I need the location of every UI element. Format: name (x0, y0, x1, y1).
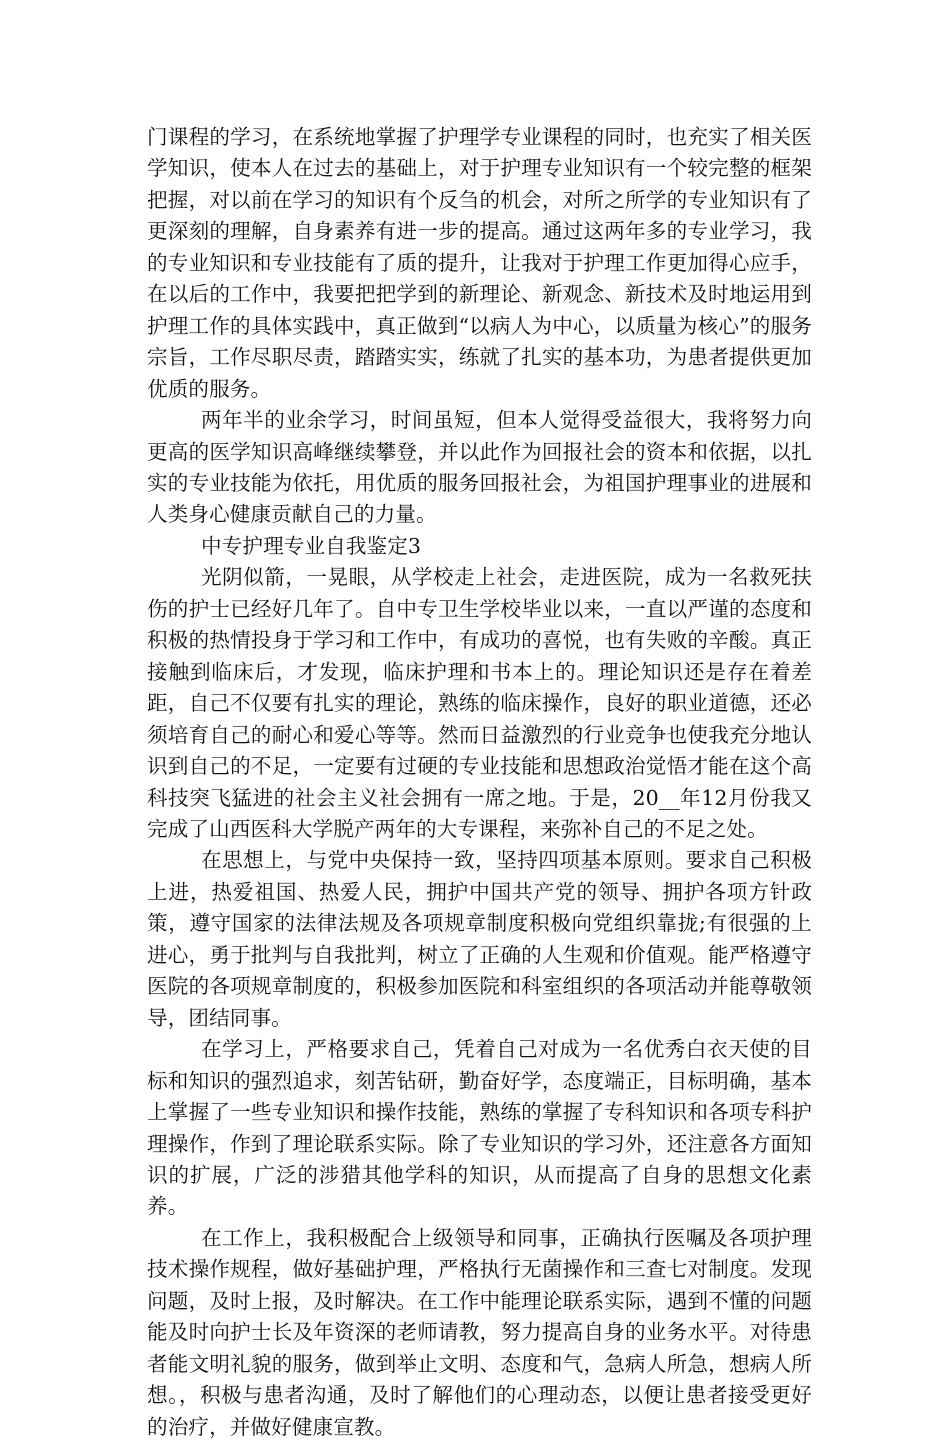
paragraph-work: 在工作上，我积极配合上级领导和同事，正确执行医嘱及各项护理技术操作规程，做好基础护理，严格执行无菌操作和三查七对制度。发现问题，及时上报，及时解决。在工作中能理论联系实际，遇到不懂的问题能及时向护士长及年资深的老师请教，努力提高自身的业务水平。对待患者能文明礼貌的服务，做到举止文明、态度和气，急病人所急，想病人所想。，积极与患者沟通，及时了解他们的心理动态，以便让患者接受更好的治疗，并做好健康宣教。 (147, 1225, 812, 1439)
paragraph-intro: 光阴似箭，一晃眼，从学校走上社会，走进医院，成为一名救死扶伤的护士已经好几年了。自中专卫生学校毕业以来，一直以严谨的态度和积极的热情投身于学习和工作中，有成功的喜悦，也有失败的辛酸。真正接触到临床后，才发现，临床护理和书本上的。理论知识还是存在着差距，自己不仅要有扎实的理论，熟练的临床操作，良好的职业道德，还必须培育自己的耐心和爱心等等。然而日益激烈的行业竞争也使我充分地认识到自己的不足，一定要有过硬的专业技能和思想政治觉悟才能在这个高科技突飞猛进的社会主义社会拥有一席之地。于是，20__年12月份我又完成了山西医科大学脱产两年的大专课程，来弥补自己的不足之处。 (147, 565, 812, 841)
paragraph-continuation: 门课程的学习，在系统地掌握了护理学专业课程的同时，也充实了相关医学知识，使本人在过去的基础上，对于护理专业知识有一个较完整的框架把握，对以前在学习的知识有个反刍的机会，对所之所学的专业知识有了更深刻的理解，自身素养有进一步的提高。通过这两年多的专业学习，我的专业知识和专业技能有了质的提升，让我对于护理工作更加得心应手，在以后的工作中，我要把把学到的新理论、新观念、新技术及时地运用到护理工作的具体实践中，真正做到“以病人为中心，以质量为核心”的服务宗旨，工作尽职尽责，踏踏实实，练就了扎实的基本功，为患者提供更加优质的服务。 (147, 125, 812, 401)
paragraph-thought: 在思想上，与党中央保持一致，坚持四项基本原则。要求自己积极上进，热爱祖国、热爱人民，拥护中国共产党的领导、拥护各项方针政策，遵守国家的法律法规及各项规章制度积极向党组织靠拢;有很强的上进心，勇于批判与自我批判，树立了正确的人生观和价值观。能严格遵守医院的各项规章制度的，积极参加医院和科室组织的各项活动并能尊敬领导，团结同事。 (147, 848, 812, 1030)
document-body (147, 122, 812, 1443)
paragraph-study: 在学习上，严格要求自己，凭着自己对成为一名优秀白衣天使的目标和知识的强烈追求，刻苦钻研，勤奋好学，态度端正，目标明确，基本上掌握了一些专业知识和操作技能，熟练的掌握了专科知识和各项专科护理操作，作到了理论联系实际。除了专业知识的学习外，还注意各方面知识的扩展，广泛的涉猎其他学科的知识，从而提高了自身的思想文化素养。 (147, 1037, 812, 1219)
paragraph-summary: 两年半的业余学习，时间虽短，但本人觉得受益很大，我将努力向更高的医学知识高峰继续攀登，并以此作为回报社会的资本和依据，以扎实的专业技能为依托，用优质的服务回报社会，为祖国护理事业的进展和人类身心健康贡献自己的力量。 (147, 408, 812, 527)
section-heading: 中专护理专业自我鉴定3 (201, 533, 422, 558)
